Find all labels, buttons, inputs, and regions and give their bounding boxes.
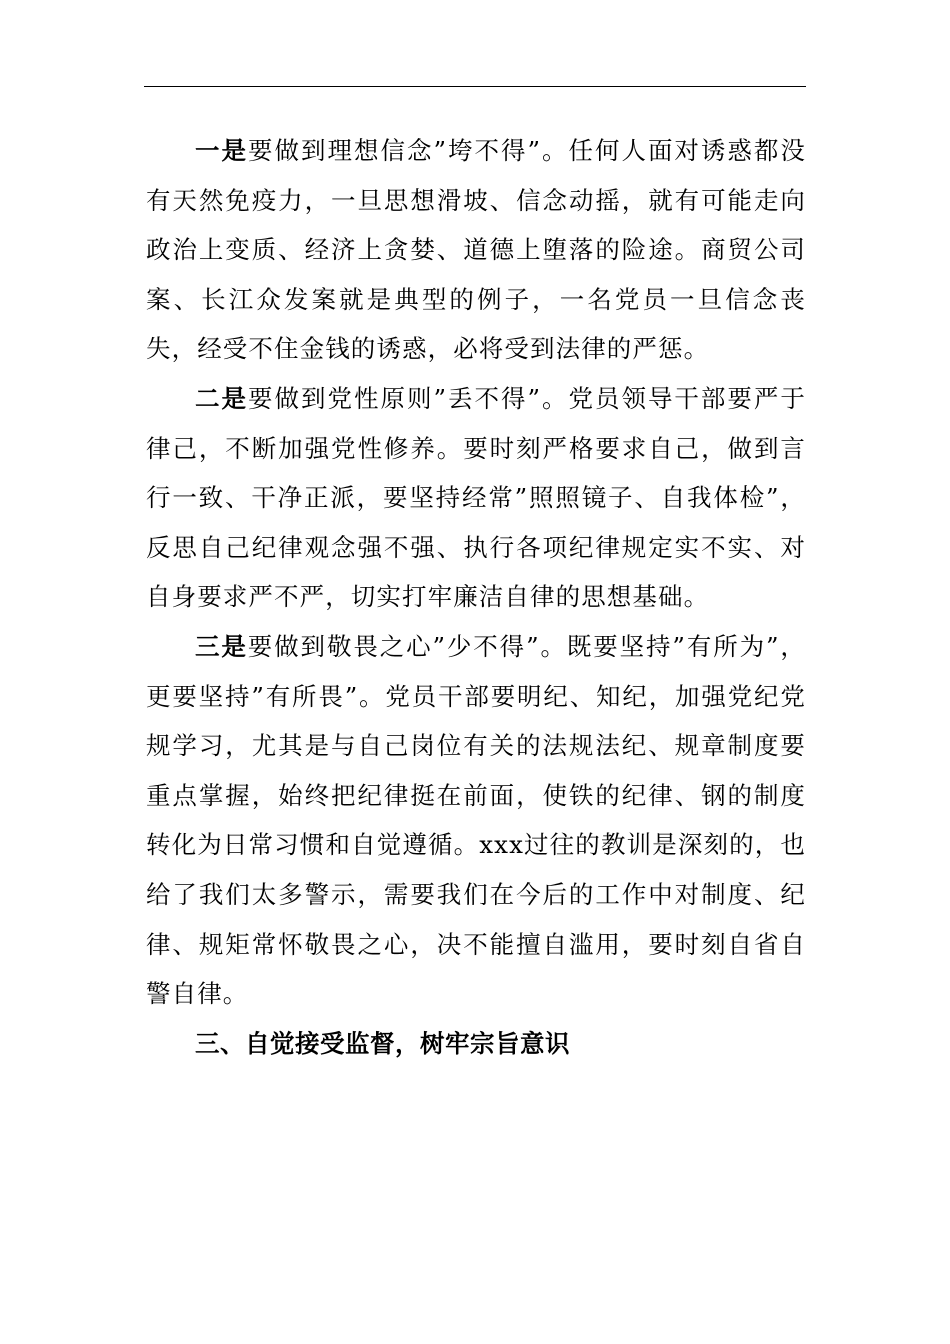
paragraph-lead: 三是 xyxy=(195,631,248,661)
paragraph-lead: 一是 xyxy=(195,136,248,165)
paragraph-ideal-belief xyxy=(146,126,806,374)
document-body xyxy=(146,126,806,1068)
paragraph-text: 要做到敬畏之心”少不得”。既要坚持”有所为”，更要坚持”有所畏”。党员干部要明纪、知纪，加强党纪党规学习，尤其是与自己岗位有关的法规法纪、规章制度要重点掌握，始终把纪律挺在前面，使铁的纪律、钢的制度转化为日常习惯和自觉遵循。xxx过往的教训是深刻的，也给了我们太多警示，需要我们在今后的工作中对制度、纪律、规矩常怀敬畏之心，决不能擅自滥用，要时刻自省自警自律。 xyxy=(146,631,806,1009)
paragraph-text: 要做到党性原则”丢不得”。党员领导干部要严于律己，不断加强党性修养。要时刻严格要求自己，做到言行一致、干净正派，要坚持经常”照照镜子、自我体检”，反思自己纪律观念强不强、执行各项纪律规定实不实、对自身要求严不严，切实打牢廉洁自律的思想基础。 xyxy=(146,383,807,612)
section-heading: 三、自觉接受监督，树牢宗旨意识 xyxy=(195,1028,570,1058)
paragraph-reverence xyxy=(146,622,806,1019)
paragraph-party-principle xyxy=(146,374,806,622)
paragraph-text: 要做到理想信念”垮不得”。任何人面对诱惑都没有天然免疫力，一旦思想滑坡、信念动摇，就有可能走向政治上变质、经济上贪婪、道德上堕落的险途。商贸公司案、长江众发案就是典型的例子，一名党员一旦信念丧失，经受不住金钱的诱惑，必将受到法律的严惩。 xyxy=(146,136,807,364)
header-rule xyxy=(144,86,806,87)
paragraph-lead: 二是 xyxy=(195,383,248,413)
